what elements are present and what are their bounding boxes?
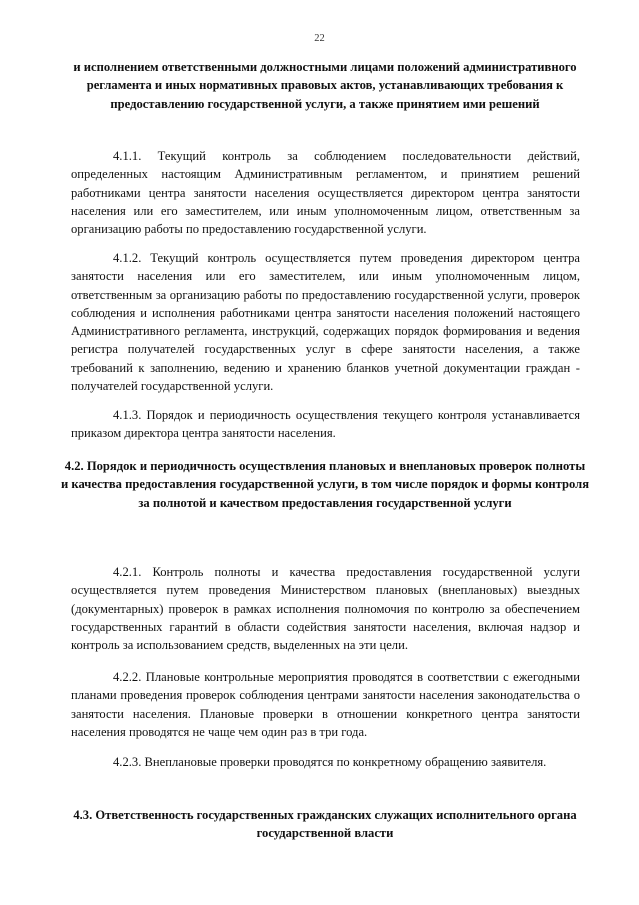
- page-number: 22: [314, 33, 325, 44]
- section-heading-4-2: 4.2. Порядок и периодичность осуществления плановых и внеплановых проверок полноты и качества предоставления государственной услуги, в том числе порядок и формы контроля за полнотой и качеством предоставления государственной услуги: [60, 459, 590, 510]
- paragraph-4-1-2: 4.1.2. Текущий контроль осуществляется путем проведения директором центра занятости населения или его заместителем, или иным уполномоченным лицом, ответственным за организацию работы по предоставлению государственной услуги, проверок соблюдения и исполнения работниками центра занятости населения положений настоящего Административного регламента, инструкций, содержащих порядок формирования и ведения регистра получателей государственных услуг в сфере занятости населения, а также требований к заполнению, ведению и хранению бланков учетной документации граждан - получателей государственной услуги.: [71, 251, 580, 394]
- paragraph-4-1-1: 4.1.1. Текущий контроль за соблюдением последовательности действий, определенных настоящим Административным регламентом, и принятием решений работниками центра занятости населения осуществляется директором центра занятости населения или его заместителем, или иным уполномоченным лицом, ответственным за организацию работы по предоставлению государственной услуги.: [71, 149, 580, 237]
- section-heading-4-3: 4.3. Ответственность государственных гражданских служащих исполнительного органа государственной власти: [73, 808, 577, 841]
- paragraph-4-1-3: 4.1.3. Порядок и периодичность осуществления текущего контроля устанавливается приказом директора центра занятости населения.: [71, 408, 580, 441]
- paragraph-4-2-3: 4.2.3. Внеплановые проверки проводятся по конкретному обращению заявителя.: [113, 755, 547, 769]
- paragraph-4-2-1: 4.2.1. Контроль полноты и качества предоставления государственной услуги осуществляется путем проведения Министерством плановых (внеплановых) выездных (документарных) проверок в рамках исполнения полномочия по контролю за обеспечением государственных гарантий в области содействия занятости населения, включая надзор и контроль за использованием средств, выделенных на эти цели.: [71, 565, 580, 653]
- section-heading-4-1-continued: и исполнением ответственными должностными лицами положений административного регламента и иных нормативных правовых актов, устанавливающих требования к предоставлению государственной услуги, а также принятием ими решений: [73, 60, 577, 111]
- paragraph-4-2-2: 4.2.2. Плановые контрольные мероприятия проводятся в соответствии с ежегодными планами проведения проверок соблюдения центрами занятости населения законодательства о занятости населения. Плановые проверки в отношении конкретного центра занятости населения проводятся не чаще чем один раз в три года.: [71, 670, 580, 739]
